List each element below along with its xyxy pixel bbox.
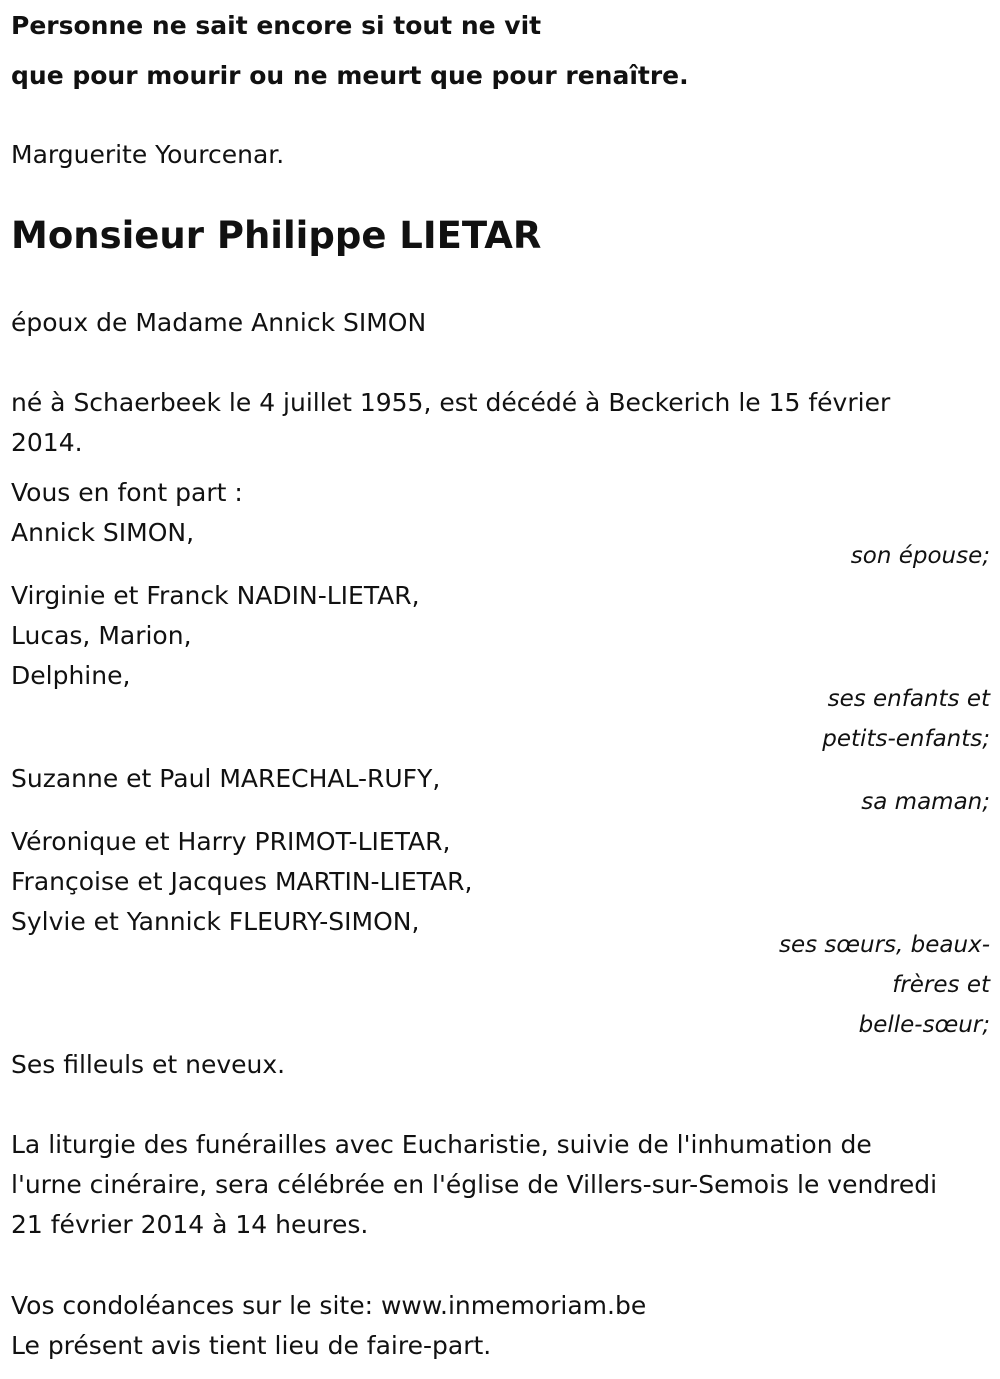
relation-line: belle-sœur; <box>858 1012 990 1038</box>
relation-line: son épouse; <box>850 543 990 569</box>
family-name-line: Sylvie et Yannick FLEURY-SIMON, <box>11 907 420 936</box>
funeral-line-2: l'urne cinéraire, sera célébrée en l'église de Villers-sur-Semois le vendredi <box>11 1170 938 1199</box>
family-name-line: Delphine, <box>11 661 131 690</box>
quote-line-2: que pour mourir ou ne meurt que pour renaître. <box>11 61 689 90</box>
family-name-line: Virginie et Franck NADIN-LIETAR, <box>11 581 420 610</box>
family-name-line: Suzanne et Paul MARECHAL-RUFY, <box>11 764 441 793</box>
family-name-line: Françoise et Jacques MARTIN-LIETAR, <box>11 867 473 896</box>
condolences-line: Vos condoléances sur le site: www.inmemoriam.be <box>11 1291 647 1320</box>
notice-line: Le présent avis tient lieu de faire-part. <box>11 1331 492 1360</box>
funeral-line-1: La liturgie des funérailles avec Eucharistie, suivie de l'inhumation de <box>11 1130 872 1159</box>
relation-line: petits-enfants; <box>822 726 990 752</box>
relation-line: frères et <box>892 972 990 998</box>
funeral-line-3: 21 février 2014 à 14 heures. <box>11 1210 369 1239</box>
announcement-intro: Vous en font part : <box>11 478 243 507</box>
deceased-name: Monsieur Philippe LIETAR <box>11 214 542 257</box>
family-name-line: Lucas, Marion, <box>11 621 192 650</box>
family-name-line: Véronique et Harry PRIMOT-LIETAR, <box>11 827 451 856</box>
quote-author: Marguerite Yourcenar. <box>11 140 285 169</box>
spouse-line: époux de Madame Annick SIMON <box>11 308 427 337</box>
relation-line: sa maman; <box>861 789 990 815</box>
relation-line: ses sœurs, beaux- <box>778 932 990 958</box>
others-line: Ses filleuls et neveux. <box>11 1050 286 1079</box>
relation-line: ses enfants et <box>827 686 990 712</box>
birth-death-line-2: 2014. <box>11 428 83 457</box>
family-name-line: Annick SIMON, <box>11 518 195 547</box>
birth-death-line-1: né à Schaerbeek le 4 juillet 1955, est décédé à Beckerich le 15 février <box>11 388 891 417</box>
quote-line-1: Personne ne sait encore si tout ne vit <box>11 11 542 40</box>
